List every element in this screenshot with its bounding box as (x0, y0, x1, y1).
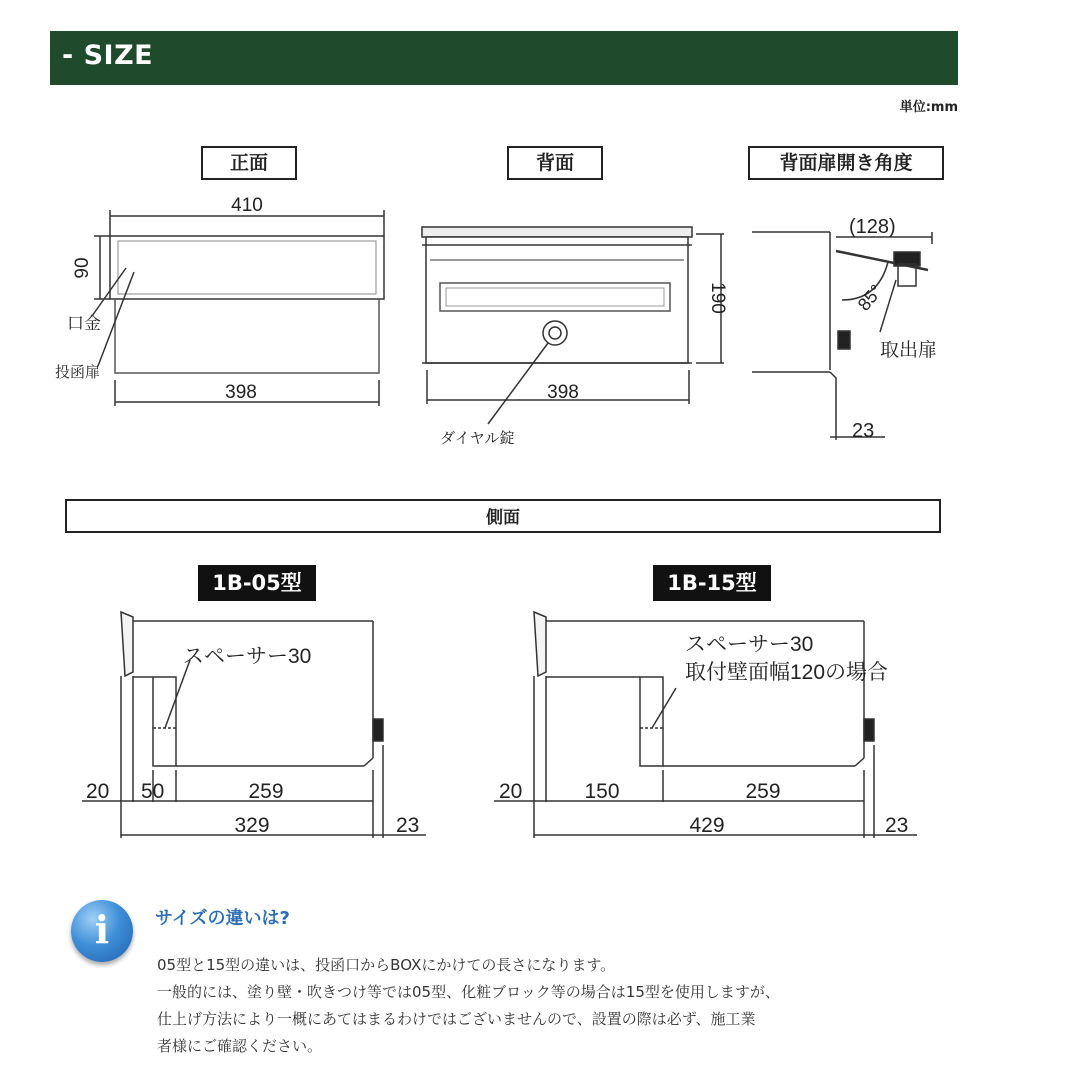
angle-view-drawing (752, 232, 932, 440)
unit-label: 単位:mm (899, 100, 958, 115)
front-width-top: 410 (231, 195, 263, 216)
back-view-label: 背面 (507, 146, 603, 180)
label-kuchigane: 口金 (67, 314, 101, 333)
spacer-15-note: 取付壁面幅120の場合 (685, 661, 889, 684)
info-icon: i (71, 900, 133, 962)
back-door-angle-label: 背面扉開き角度 (748, 146, 944, 180)
dim-15-150: 150 (584, 780, 620, 803)
spacer-15: スペーサー30 (685, 633, 814, 656)
angle-bottom: 23 (852, 420, 875, 442)
info-line-2: 一般的には、塗り壁・吹きつけ等では05型、化粧ブロック等の場合は15型を使用しますが、 (157, 983, 780, 1001)
front-width-bottom: 398 (225, 382, 257, 403)
dim-05-20: 20 (86, 780, 110, 803)
angle-degree: 85° (853, 280, 887, 315)
info-line-4: 者様にご確認ください。 (157, 1037, 323, 1055)
dim-15-23: 23 (885, 814, 909, 837)
front-view-label: 正面 (201, 146, 297, 180)
back-width-bottom: 398 (547, 382, 579, 403)
model-05-label: 1B-05型 (198, 565, 316, 601)
info-line-3: 仕上げ方法により一概にあてはまるわけではございませんので、設置の際は必ず、施工業 (157, 1010, 756, 1028)
back-height: 190 (707, 282, 728, 314)
dim-15-429: 429 (689, 814, 725, 837)
dim-05-329: 329 (234, 814, 270, 837)
spacer-05: スペーサー30 (183, 645, 312, 668)
dim-05-50: 50 (141, 780, 165, 803)
label-tokanfuta: 投函扉 (55, 364, 101, 381)
angle-top: (128) (849, 216, 896, 238)
dim-05-259: 259 (248, 780, 284, 803)
size-header-title: - SIZE (62, 40, 154, 71)
dim-05-23: 23 (396, 814, 420, 837)
dim-15-259: 259 (745, 780, 781, 803)
model-15-label: 1B-15型 (653, 565, 771, 601)
label-dial-lock: ダイヤル錠 (440, 430, 515, 447)
front-view-drawing (92, 210, 384, 406)
info-line-1: 05型と15型の違いは、投函口からBOXにかけての長さになります。 (157, 956, 616, 974)
front-height: 90 (72, 257, 93, 279)
dim-15-20: 20 (499, 780, 523, 803)
label-door: 取出扉 (880, 340, 938, 361)
side-section-bar: 側面 (65, 499, 941, 533)
info-title: サイズの違いは? (155, 908, 291, 929)
